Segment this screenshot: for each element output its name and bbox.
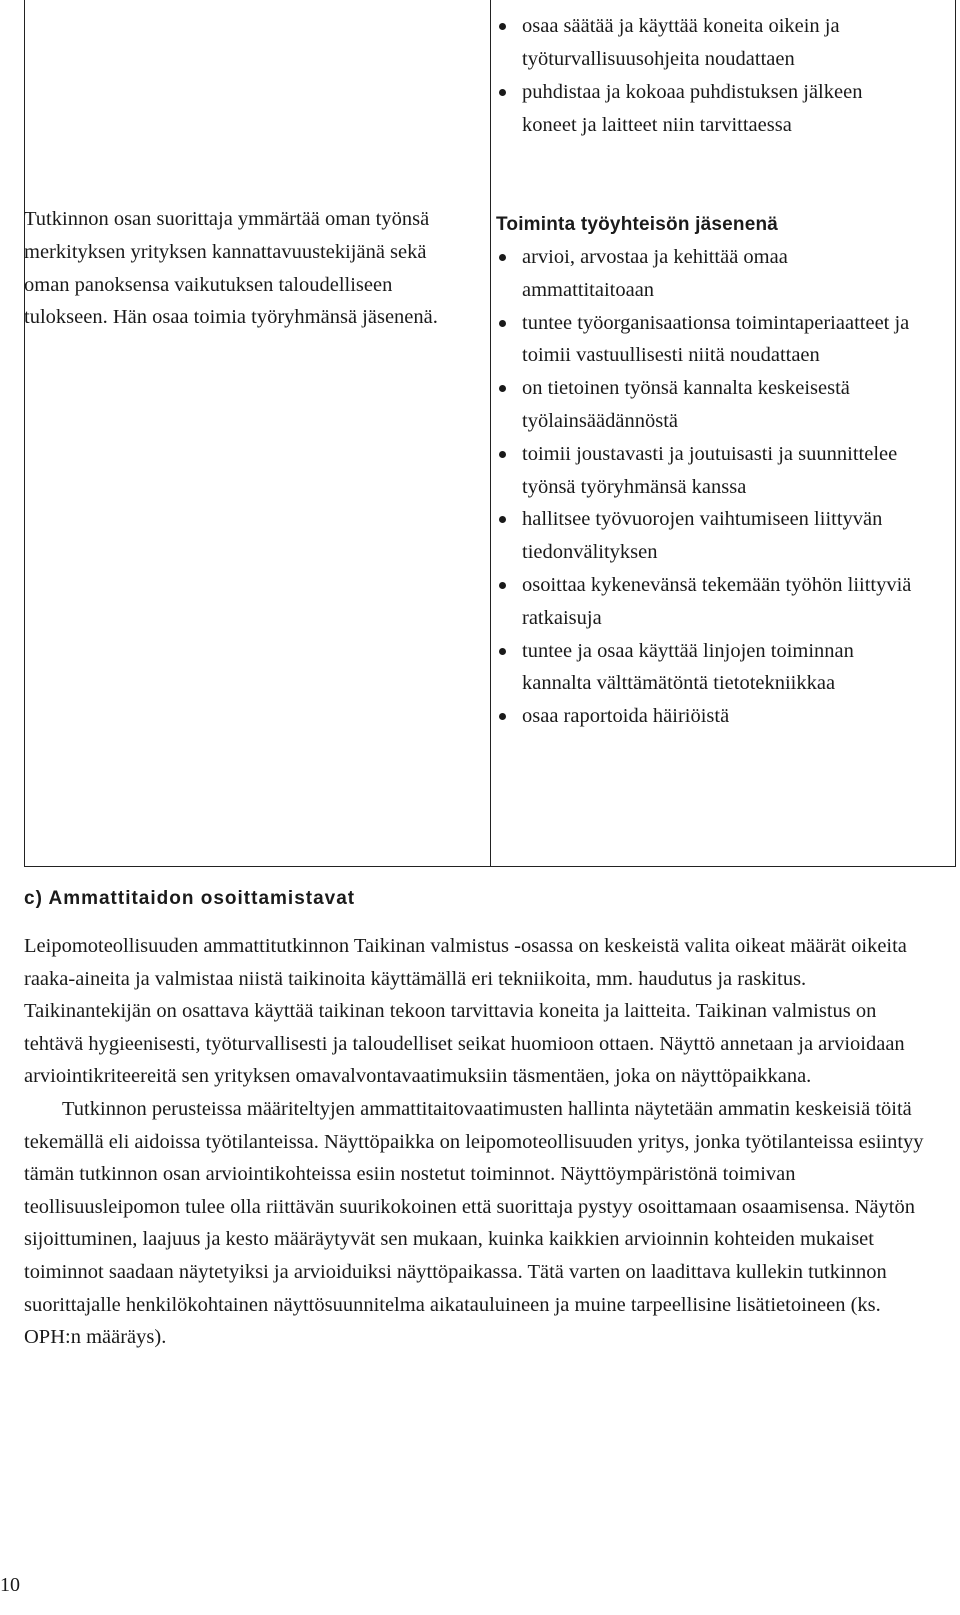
list-item: osaa raportoida häiriöistä [496,700,916,733]
right-cell-top [496,10,916,142]
list-item: toimii joustavasti ja joutuisasti ja suunnittelee työnsä työryhmänsä kanssa [496,438,916,504]
right-top-list [496,10,916,142]
right-cell-main [496,209,916,733]
right-main-list [496,241,916,733]
list-item: arvioi, arvostaa ja kehittää omaa ammattitaitoaan [496,241,916,307]
left-cell [24,203,444,334]
column-divider [490,0,491,866]
body-text [24,930,934,1354]
left-cell-text: Tutkinnon osan suorittaja ymmärtää oman työnsä merkityksen yrityksen kannattavuustekijänä sekä oman panoksensa vaikutuksen taloudelliseen tulokseen. Hän osaa toimia työryhmänsä jäsenenä. [24,208,438,329]
list-item: puhdistaa ja kokoaa puhdistuksen jälkeen koneet ja laitteet niin tarvittaessa [496,76,916,142]
list-item: tuntee ja osaa käyttää linjojen toiminnan kannalta välttämätöntä tietotekniikkaa [496,635,916,701]
list-item: hallitsee työvuorojen vaihtumiseen liittyvän tiedonvälityksen [496,503,916,569]
paragraph: Tutkinnon perusteissa määriteltyjen ammattitaitovaatimusten hallinta näytetään ammatin keskeisiä töitä tekemällä eli aidoissa työtilanteissa. Näyttöpaikka on leipomoteollisuuden yritys, jonka työtilanteissa esiintyy tämän tutkinnon osan arviointikohteissa esiin nostetut toiminnot. Näyttöympäristönä toimivan teollisuusleipomon tulee olla riittävän suurikokoinen että suorittaja pystyy osoittamaan osaamisensa. Näytön sijoittuminen, laajuus ja kesto määräytyvät sen mukaan, kuinka kaikkien arvioinnin kohteiden mukaiset toiminnot saadaan näytetyiksi ja arvioiduiksi näyttöpaikassa. Tätä varten on laadittava kullekin tutkinnon suorittajalle henkilökohtainen näyttösuunnitelma aikatauluineen ja muine tarpeellisine lisätietoineen (ks. OPH:n määräys). [24,1097,924,1349]
paragraph: Leipomoteollisuuden ammattitutkinnon Taikinan valmistus -osassa on keskeistä valita oikeat määrät oikeita raaka-aineita ja valmistaa niistä taikinoita käyttämällä eri tekniikoita, mm. haudutus ja raskitus. Taikinantekijän on osattava käyttää taikinan tekoon tarvittavia koneita ja laitteita. Taikinan valmistus on tehtävä hygieenisesti, työturvallisesti ja taloudelliset seikat huomioon ottaen. Näyttö annetaan ja arvioidaan arviointikriteereitä sen yrityksen omavalvontavaatimuksiin täsmentäen, joka on näyttöpaikkana. [24,935,907,1088]
list-item: on tietoinen työnsä kannalta keskeisestä työlainsäädännöstä [496,372,916,438]
section-heading: c) Ammattitaidon osoittamistavat [24,888,356,909]
page-number: 10 [0,1574,20,1596]
subsection-heading: Toiminta työyhteisön jäsenenä [496,214,779,235]
list-item: osoittaa kykenevänsä tekemään työhön liittyviä ratkaisuja [496,569,916,635]
list-item: osaa säätää ja käyttää koneita oikein ja työturvallisuusohjeita noudattaen [496,10,916,76]
list-item: tuntee työorganisaationsa toimintaperiaatteet ja toimii vastuullisesti niitä noudattaen [496,307,916,373]
